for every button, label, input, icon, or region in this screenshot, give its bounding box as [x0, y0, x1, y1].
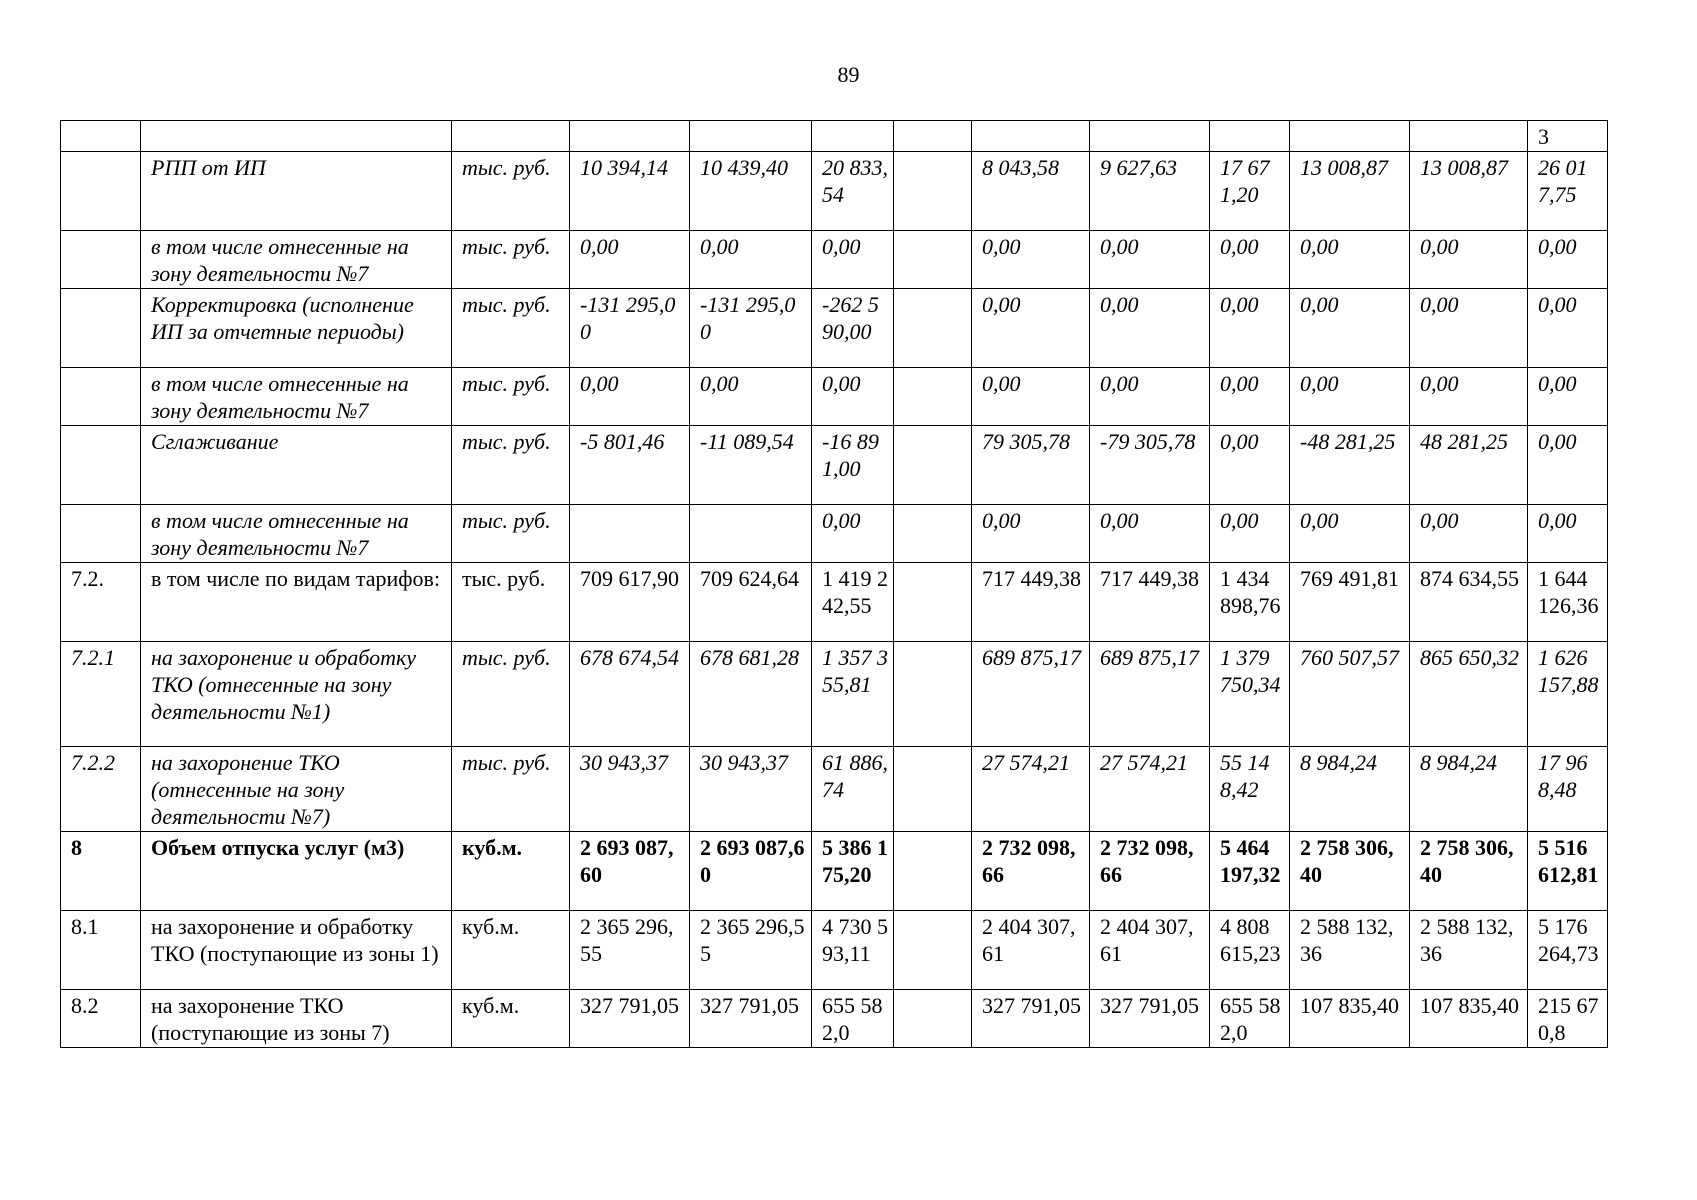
- row-label-cell: в том числе отнесенные на зону деятельности №7: [141, 368, 452, 426]
- value-cell: 26 017,75: [1528, 152, 1608, 231]
- value-cell: 8 984,24: [1290, 747, 1410, 832]
- value-cell: 655 582,0: [1210, 990, 1290, 1048]
- row-label-cell: на захоронение и обработку ТКО (поступающие из зоны 1): [141, 911, 452, 990]
- value-cell: [894, 505, 972, 563]
- row-label-cell: Сглаживание: [141, 426, 452, 505]
- value-cell: 0,00: [972, 289, 1090, 368]
- row-number-cell: 8.2: [61, 990, 141, 1048]
- value-cell: 2 588 132,36: [1290, 911, 1410, 990]
- value-cell: 4 808 615,23: [1210, 911, 1290, 990]
- value-cell: 1 644 126,36: [1528, 563, 1608, 642]
- value-cell: 5 176 264,73: [1528, 911, 1608, 990]
- value-cell: 2 404 307,61: [972, 911, 1090, 990]
- value-cell: 678 674,54: [570, 642, 690, 747]
- value-cell: 30 943,37: [690, 747, 812, 832]
- value-cell: 4 730 593,11: [812, 911, 894, 990]
- unit-cell: тыс. руб.: [452, 747, 570, 832]
- value-cell: 5 464 197,32: [1210, 832, 1290, 911]
- value-cell: 327 791,05: [972, 990, 1090, 1048]
- value-cell: 107 835,40: [1410, 990, 1528, 1048]
- row-number-cell: 7.2.: [61, 563, 141, 642]
- unit-cell: тыс. руб.: [452, 231, 570, 289]
- table-row: [61, 747, 1608, 832]
- row-number-cell: [61, 231, 141, 289]
- table-row: [61, 505, 1608, 563]
- value-cell: 0,00: [1090, 505, 1210, 563]
- header-cell: [894, 121, 972, 152]
- value-cell: 0,00: [812, 231, 894, 289]
- value-cell: 5 386 175,20: [812, 832, 894, 911]
- table-row: [61, 911, 1608, 990]
- value-cell: -131 295,00: [690, 289, 812, 368]
- unit-cell: тыс. руб.: [452, 152, 570, 231]
- header-cell: [1410, 121, 1528, 152]
- value-cell: 27 574,21: [972, 747, 1090, 832]
- value-cell: 327 791,05: [690, 990, 812, 1048]
- value-cell: 0,00: [972, 368, 1090, 426]
- unit-cell: куб.м.: [452, 911, 570, 990]
- value-cell: [894, 231, 972, 289]
- value-cell: [894, 747, 972, 832]
- row-label-cell: на захоронение ТКО (отнесенные на зону деятельности №7): [141, 747, 452, 832]
- value-cell: 0,00: [1410, 231, 1528, 289]
- unit-cell: куб.м.: [452, 990, 570, 1048]
- value-cell: 0,00: [1410, 289, 1528, 368]
- value-cell: 8 984,24: [1410, 747, 1528, 832]
- value-cell: [894, 289, 972, 368]
- value-cell: 655 582,0: [812, 990, 894, 1048]
- value-cell: 0,00: [570, 368, 690, 426]
- row-number-cell: [61, 152, 141, 231]
- value-cell: 2 758 306,40: [1410, 832, 1528, 911]
- row-number-cell: [61, 426, 141, 505]
- row-label-cell: на захоронение и обработку ТКО (отнесенные на зону деятельности №1): [141, 642, 452, 747]
- value-cell: 79 305,78: [972, 426, 1090, 505]
- value-cell: [894, 426, 972, 505]
- value-cell: 0,00: [972, 505, 1090, 563]
- value-cell: 0,00: [1410, 505, 1528, 563]
- value-cell: [894, 642, 972, 747]
- value-cell: 61 886,74: [812, 747, 894, 832]
- value-cell: 327 791,05: [570, 990, 690, 1048]
- page-number: 89: [837, 62, 860, 87]
- header-cell: [690, 121, 812, 152]
- header-cell: [452, 121, 570, 152]
- value-cell: [894, 563, 972, 642]
- value-cell: -48 281,25: [1290, 426, 1410, 505]
- row-number-cell: 8.1: [61, 911, 141, 990]
- row-label-cell: в том числе отнесенные на зону деятельности №7: [141, 231, 452, 289]
- row-label-cell: Объем отпуска услуг (м3): [141, 832, 452, 911]
- row-number-cell: [61, 505, 141, 563]
- value-cell: 678 681,28: [690, 642, 812, 747]
- value-cell: 0,00: [1210, 426, 1290, 505]
- value-cell: 0,00: [812, 368, 894, 426]
- value-cell: 8 043,58: [972, 152, 1090, 231]
- row-label-cell: в том числе по видам тарифов:: [141, 563, 452, 642]
- value-cell: -79 305,78: [1090, 426, 1210, 505]
- value-cell: 2 404 307,61: [1090, 911, 1210, 990]
- unit-cell: тыс. руб.: [452, 289, 570, 368]
- value-cell: -131 295,00: [570, 289, 690, 368]
- value-cell: 13 008,87: [1290, 152, 1410, 231]
- value-cell: 0,00: [1090, 231, 1210, 289]
- value-cell: 2 588 132,36: [1410, 911, 1528, 990]
- value-cell: 1 419 242,55: [812, 563, 894, 642]
- unit-cell: куб.м.: [452, 832, 570, 911]
- table-row: [61, 289, 1608, 368]
- header-cell: 3: [1528, 121, 1608, 152]
- value-cell: 2 365 296,55: [570, 911, 690, 990]
- value-cell: 17 671,20: [1210, 152, 1290, 231]
- value-cell: 27 574,21: [1090, 747, 1210, 832]
- value-cell: 327 791,05: [1090, 990, 1210, 1048]
- value-cell: 48 281,25: [1410, 426, 1528, 505]
- value-cell: 0,00: [1290, 289, 1410, 368]
- value-cell: 0,00: [1210, 505, 1290, 563]
- value-cell: 865 650,32: [1410, 642, 1528, 747]
- value-cell: 0,00: [972, 231, 1090, 289]
- value-cell: 689 875,17: [972, 642, 1090, 747]
- value-cell: 215 670,8: [1528, 990, 1608, 1048]
- value-cell: 17 968,48: [1528, 747, 1608, 832]
- value-cell: 0,00: [1528, 505, 1608, 563]
- value-cell: 689 875,17: [1090, 642, 1210, 747]
- row-number-cell: 7.2.2: [61, 747, 141, 832]
- value-cell: 2 732 098,66: [972, 832, 1090, 911]
- value-cell: [894, 152, 972, 231]
- value-cell: 30 943,37: [570, 747, 690, 832]
- unit-cell: тыс. руб.: [452, 426, 570, 505]
- value-cell: -262 590,00: [812, 289, 894, 368]
- table-row: [61, 426, 1608, 505]
- tariff-table: [60, 120, 1608, 1048]
- value-cell: 10 439,40: [690, 152, 812, 231]
- value-cell: 0,00: [1290, 505, 1410, 563]
- value-cell: 0,00: [1528, 368, 1608, 426]
- value-cell: 769 491,81: [1290, 563, 1410, 642]
- value-cell: 2 693 087,60: [570, 832, 690, 911]
- header-cell: [812, 121, 894, 152]
- value-cell: 0,00: [690, 368, 812, 426]
- value-cell: 1 357 355,81: [812, 642, 894, 747]
- value-cell: 0,00: [1210, 231, 1290, 289]
- value-cell: [570, 505, 690, 563]
- value-cell: [894, 832, 972, 911]
- value-cell: 0,00: [1210, 368, 1290, 426]
- value-cell: 1 626 157,88: [1528, 642, 1608, 747]
- value-cell: 760 507,57: [1290, 642, 1410, 747]
- value-cell: 2 693 087,60: [690, 832, 812, 911]
- value-cell: 0,00: [1090, 289, 1210, 368]
- value-cell: 0,00: [1528, 289, 1608, 368]
- header-cell: [61, 121, 141, 152]
- value-cell: [894, 368, 972, 426]
- value-cell: 1 434 898,76: [1210, 563, 1290, 642]
- unit-cell: тыс. руб.: [452, 505, 570, 563]
- value-cell: 9 627,63: [1090, 152, 1210, 231]
- value-cell: 0,00: [1290, 368, 1410, 426]
- unit-cell: тыс. руб.: [452, 563, 570, 642]
- table-row: [61, 563, 1608, 642]
- value-cell: 55 148,42: [1210, 747, 1290, 832]
- row-label-cell: на захоронение ТКО (поступающие из зоны 7): [141, 990, 452, 1048]
- header-cell: [1210, 121, 1290, 152]
- table-header-row: [61, 121, 1608, 152]
- row-label-cell: в том числе отнесенные на зону деятельности №7: [141, 505, 452, 563]
- value-cell: 0,00: [1210, 289, 1290, 368]
- value-cell: 0,00: [1290, 231, 1410, 289]
- value-cell: 709 617,90: [570, 563, 690, 642]
- value-cell: [894, 911, 972, 990]
- header-cell: [1090, 121, 1210, 152]
- header-cell: [570, 121, 690, 152]
- value-cell: 0,00: [570, 231, 690, 289]
- row-number-cell: [61, 368, 141, 426]
- row-number-cell: [61, 289, 141, 368]
- value-cell: 2 758 306,40: [1290, 832, 1410, 911]
- value-cell: 20 833,54: [812, 152, 894, 231]
- unit-cell: тыс. руб.: [452, 642, 570, 747]
- value-cell: 5 516 612,81: [1528, 832, 1608, 911]
- table-row: [61, 642, 1608, 747]
- table-row: [61, 990, 1608, 1048]
- value-cell: 0,00: [690, 231, 812, 289]
- value-cell: 13 008,87: [1410, 152, 1528, 231]
- table-row: [61, 152, 1608, 231]
- row-number-cell: 7.2.1: [61, 642, 141, 747]
- table-row: [61, 832, 1608, 911]
- row-number-cell: 8: [61, 832, 141, 911]
- value-cell: 874 634,55: [1410, 563, 1528, 642]
- value-cell: 709 624,64: [690, 563, 812, 642]
- value-cell: 0,00: [1410, 368, 1528, 426]
- header-cell: [141, 121, 452, 152]
- value-cell: 0,00: [1528, 231, 1608, 289]
- table-row: [61, 231, 1608, 289]
- value-cell: 10 394,14: [570, 152, 690, 231]
- value-cell: [690, 505, 812, 563]
- value-cell: 2 365 296,55: [690, 911, 812, 990]
- value-cell: 0,00: [812, 505, 894, 563]
- value-cell: 717 449,38: [972, 563, 1090, 642]
- value-cell: 1 379 750,34: [1210, 642, 1290, 747]
- value-cell: -11 089,54: [690, 426, 812, 505]
- table-row: [61, 368, 1608, 426]
- value-cell: 2 732 098,66: [1090, 832, 1210, 911]
- header-cell: [972, 121, 1090, 152]
- value-cell: -5 801,46: [570, 426, 690, 505]
- value-cell: 717 449,38: [1090, 563, 1210, 642]
- unit-cell: тыс. руб.: [452, 368, 570, 426]
- row-label-cell: РПП от ИП: [141, 152, 452, 231]
- value-cell: [894, 990, 972, 1048]
- value-cell: 0,00: [1528, 426, 1608, 505]
- value-cell: 0,00: [1090, 368, 1210, 426]
- value-cell: -16 891,00: [812, 426, 894, 505]
- value-cell: 107 835,40: [1290, 990, 1410, 1048]
- row-label-cell: Корректировка (исполнение ИП за отчетные периоды): [141, 289, 452, 368]
- header-cell: [1290, 121, 1410, 152]
